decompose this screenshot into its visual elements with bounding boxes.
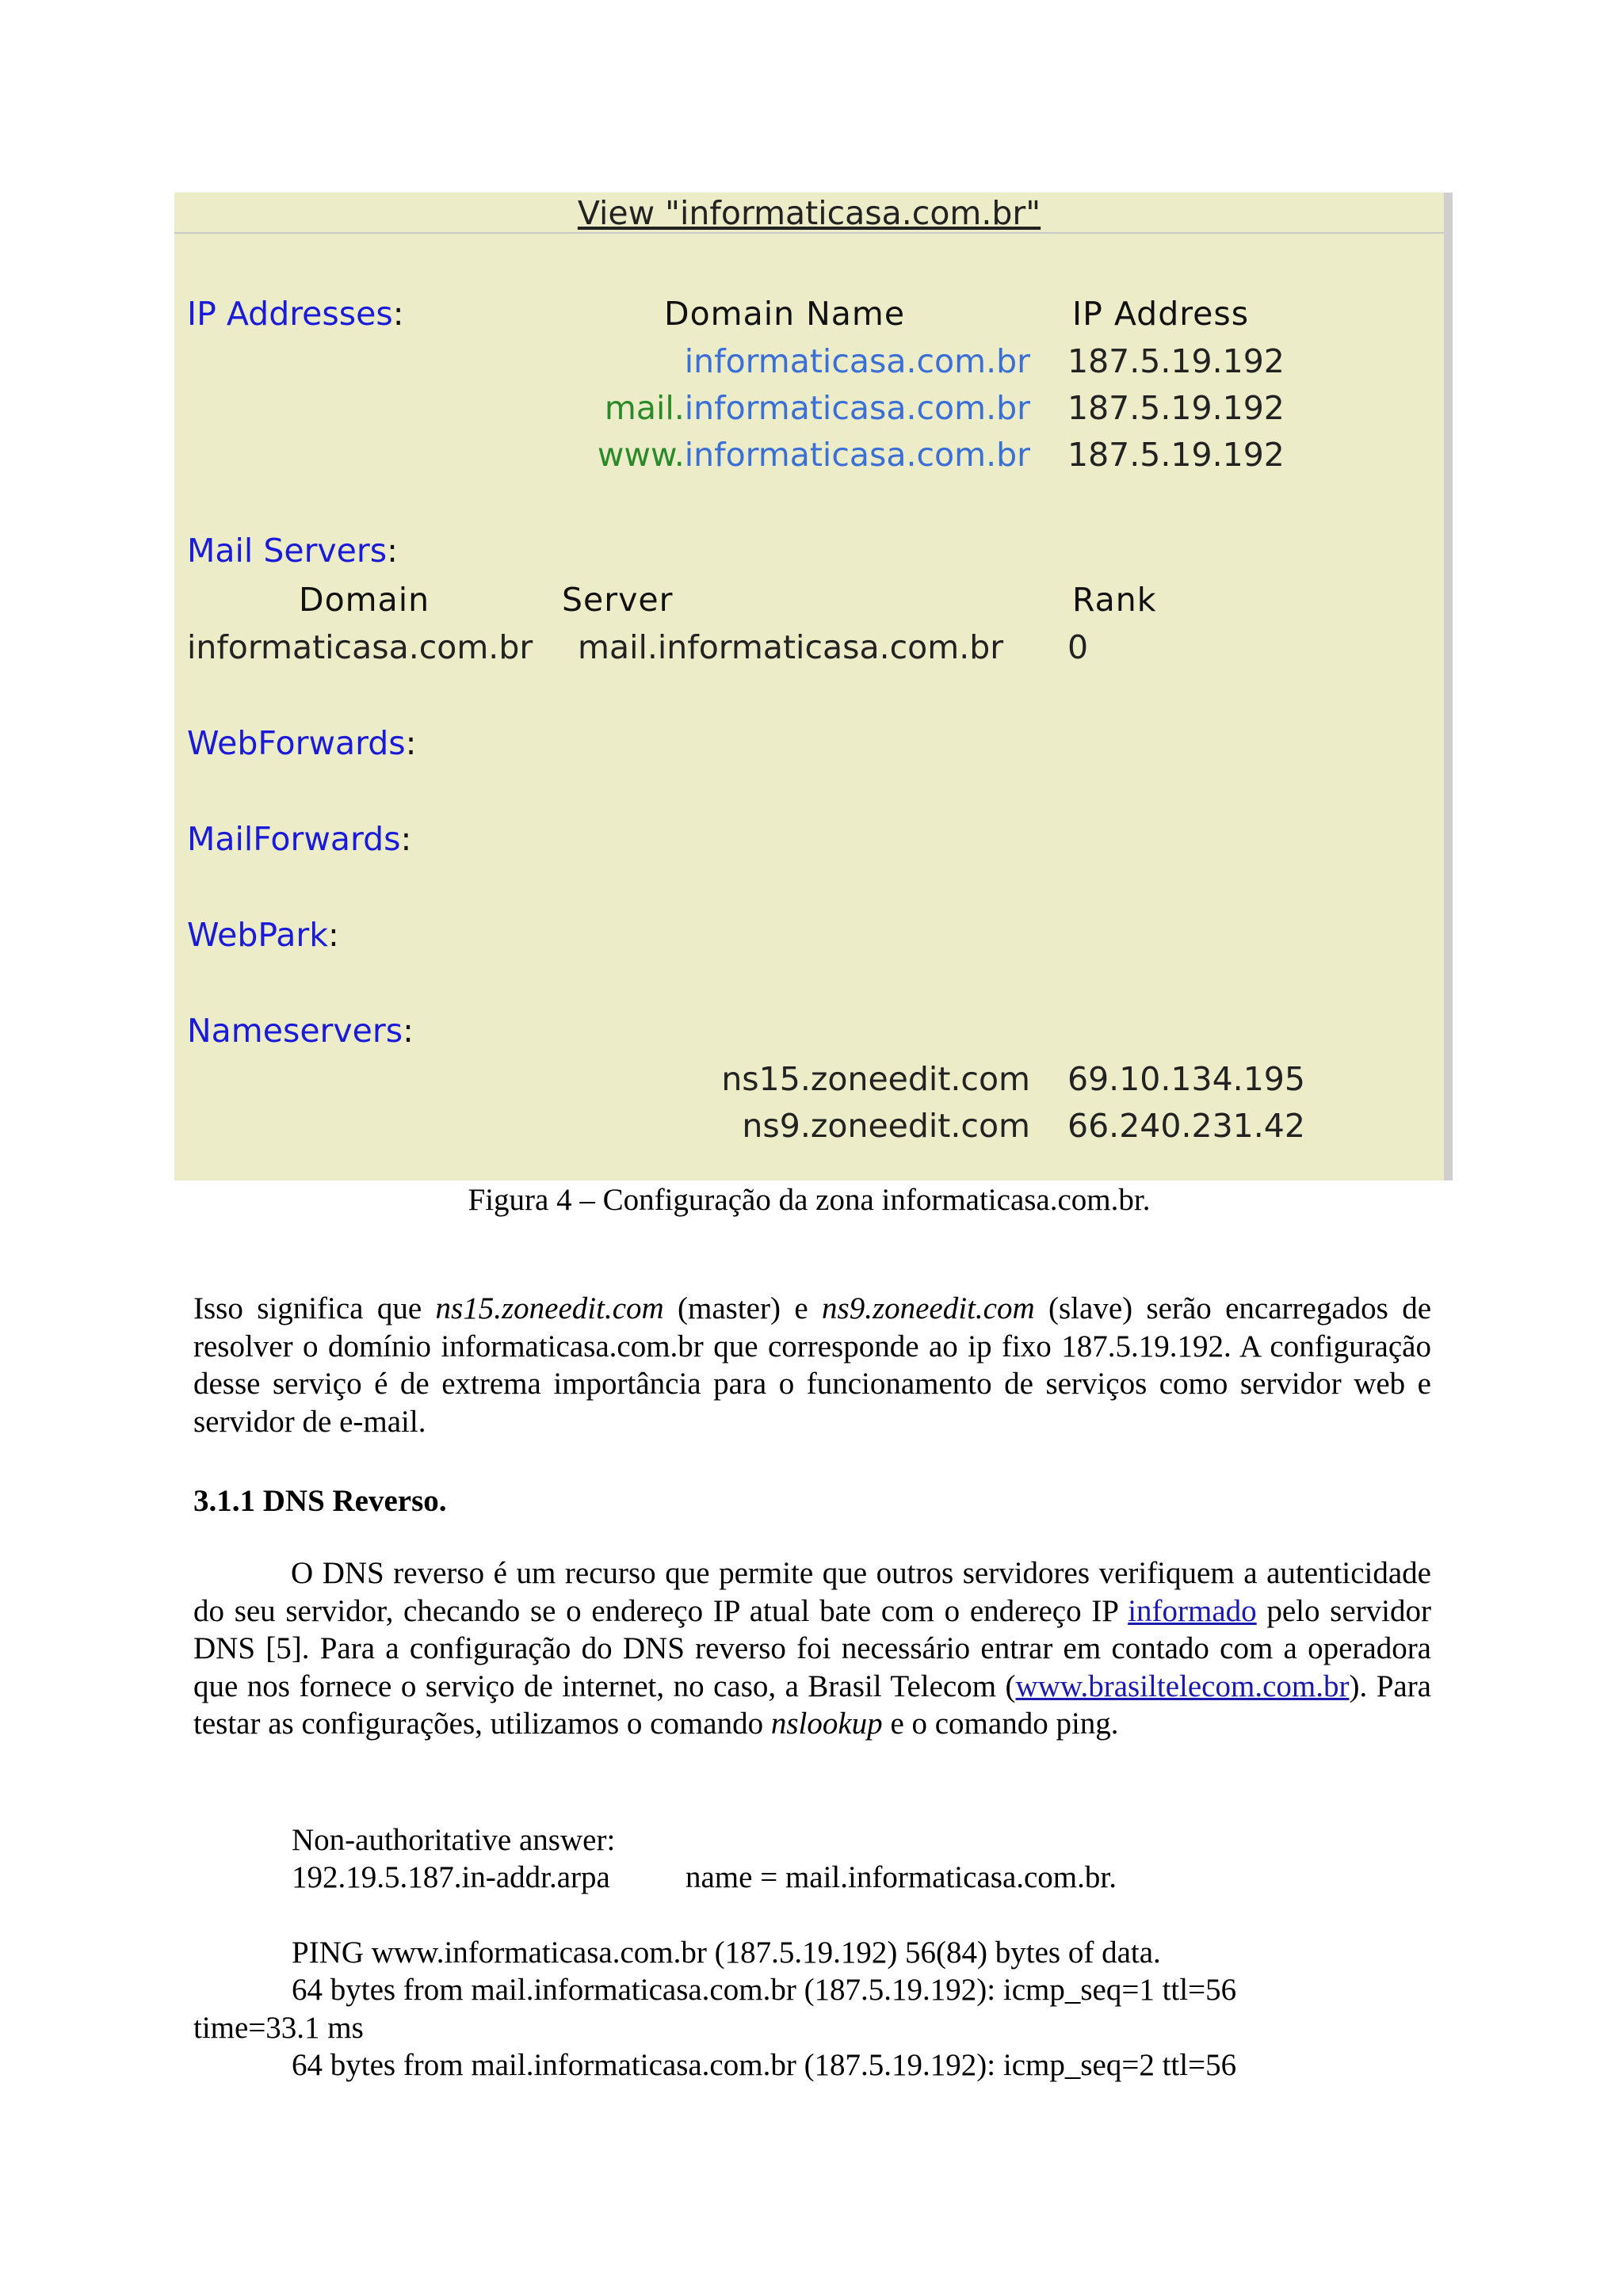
col-ip-address: IP Address [1072,295,1250,333]
ns-row-host: ns9.zoneedit.com [742,1107,1030,1145]
text: O DNS reverso é um recurso que permite que outros servidores verifiquem a autenticidade do seu servidor, checando se o endereço IP atual bate com o endereço IP [193,1556,1431,1628]
text: ). Para testar as configurações, utilizamos o comando [193,1669,1431,1741]
nameservers-heading [187,1012,414,1050]
italic-term: ns9.zoneedit.com [822,1291,1035,1325]
zone-screenshot [174,193,1453,1180]
col-domain: Domain [299,581,430,619]
mail-row-domain: informaticasa.com.br [187,628,533,666]
brasiltelecom-link[interactable]: www.brasiltelecom.com.br [1015,1669,1350,1703]
col-rank: Rank [1072,581,1157,619]
informado-link[interactable]: informado [1128,1593,1257,1628]
text: Isso significa que [193,1291,436,1325]
mail-servers-label: Mail Servers [187,532,388,570]
domain-prefix: www. [597,436,685,474]
ip-addresses-label: IP Addresses [187,295,393,333]
mail-row-server: mail.informaticasa.com.br [578,628,1004,666]
ns-row-ip: 69.10.134.195 [1067,1060,1305,1098]
text: (slave) serão encarregados de resolver o domínio informaticasa.com.br que corresponde ao ip fixo 187.5.19.192. A configuração desse serviço é de extrema importância para o funcionamento de serviços como servidor web e servidor de e-mail. [193,1291,1432,1439]
ping-line-4: 64 bytes from mail.informaticasa.com.br (187.5.19.192): icmp_seq=2 ttl=56 [292,2048,1237,2082]
ip-row-domain [604,389,1030,427]
webpark-label: WebPark [187,916,328,954]
nameservers-label: Nameservers [187,1012,403,1050]
italic-term: nslookup [770,1707,883,1741]
italic-term: ns15.zoneedit.com [435,1291,664,1325]
nslookup-name: name = mail.informaticasa.com.br. [685,1860,1117,1894]
section-heading: 3.1.1 DNS Reverso. [193,1484,447,1518]
mailforwards-heading [187,820,412,858]
mail-servers-heading [187,532,398,570]
ip-row-domain [597,436,1030,474]
paragraph-2 [193,1554,1431,1743]
colon: : [405,724,417,762]
webpark-heading [187,916,339,954]
figure-caption: Figura 4 – Configuração da zona informaticasa.com.br. [468,1183,1151,1217]
ping-line-2: 64 bytes from mail.informaticasa.com.br (187.5.19.192): icmp_seq=1 ttl=56 [292,1973,1237,2007]
ping-line-3: time=33.1 ms [193,2011,364,2045]
text: e o comando ping. [882,1707,1119,1741]
mailforwards-label: MailForwards [187,820,401,858]
mail-row-rank: 0 [1067,628,1089,666]
ip-addresses-heading [187,295,404,333]
colon: : [400,820,412,858]
colon: : [387,532,398,570]
text: pelo servidor DNS [5]. Para a configuração do DNS reverso foi necessário entrar em contado com a operadora que nos fornece o serviço de internet, no caso, a Brasil Telecom ( [193,1593,1431,1703]
text: (master) e [663,1291,823,1325]
ns-row-ip: 66.240.231.42 [1067,1107,1305,1145]
view-title-link[interactable]: View "informaticasa.com.br" [577,194,1041,232]
colon: : [403,1012,414,1050]
ip-row-domain [684,342,1030,380]
ns-row-host: ns15.zoneedit.com [721,1060,1030,1098]
col-server: Server [562,581,674,619]
colon: : [392,295,404,333]
domain-name: informaticasa.com.br [684,342,1030,380]
domain-name: informaticasa.com.br [684,436,1030,474]
ping-line-1: PING www.informaticasa.com.br (187.5.19.192) 56(84) bytes of data. [292,1936,1161,1970]
view-title [174,193,1444,234]
paragraph-1 [193,1290,1431,1440]
domain-name: informaticasa.com.br [684,389,1030,427]
nslookup-arpa: 192.19.5.187.in-addr.arpa [292,1860,610,1894]
col-domain-name: Domain Name [664,295,906,333]
colon: : [328,916,339,954]
domain-prefix: mail. [604,389,685,427]
webforwards-label: WebForwards [187,724,406,762]
nslookup-line-1: Non-authoritative answer: [292,1823,616,1857]
webforwards-heading [187,724,417,762]
ip-row-ip: 187.5.19.192 [1067,389,1285,427]
ip-row-ip: 187.5.19.192 [1067,436,1285,474]
ip-row-ip: 187.5.19.192 [1067,342,1285,380]
